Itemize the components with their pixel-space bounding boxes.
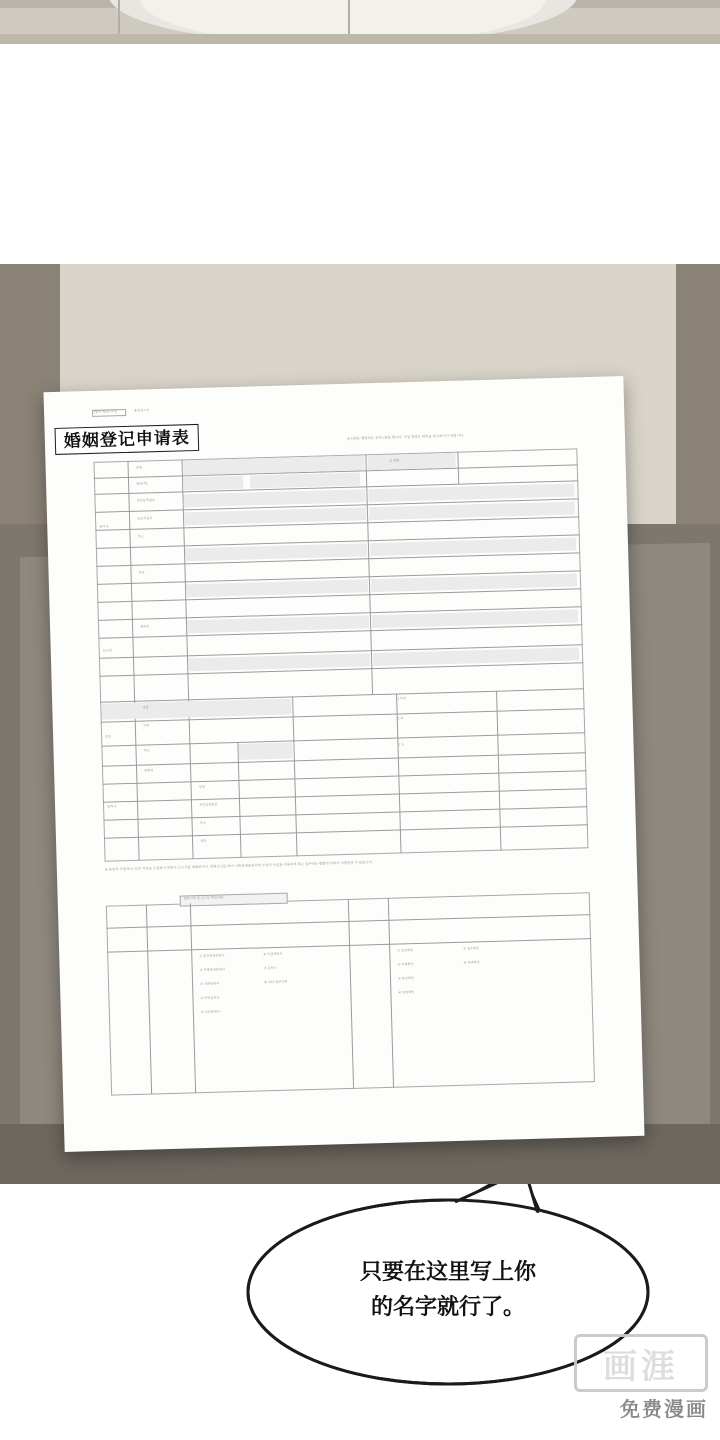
dialogue-line-1: 只要在这里写上你 [359, 1259, 536, 1284]
att-item-11: ③ 증인확인 [397, 976, 415, 981]
row-label-1-1: 자격 [142, 723, 150, 728]
att-item-13: ⑤ 접수확인 [463, 946, 480, 951]
wall-right [676, 264, 720, 564]
att-item-2: ② 가족관계증명서 [199, 967, 226, 973]
row-label-0-5: 부모 [138, 570, 145, 575]
row-label-2-2: 주소 [199, 820, 206, 826]
att-item-3: ③ 기본증명서 [200, 981, 220, 987]
row-label-2-1: 주민등록번호 [199, 802, 218, 808]
cell-shade-2 [367, 453, 455, 470]
row-label-0-6: 양부모 [140, 624, 150, 629]
marriage-registration-form[interactable] [44, 376, 645, 1152]
watermark-caption: 免费漫画 [620, 1399, 708, 1421]
att-item-6: ⑥ 인감증명서 [263, 951, 283, 957]
dialogue-text [288, 1254, 608, 1324]
panel-top-sliver [0, 0, 720, 44]
cell-shade-3 [183, 476, 243, 491]
cell-shade-18 [238, 742, 292, 760]
row-label-0-4: 주소 [137, 534, 144, 539]
row-label-1-0: 성명 [142, 705, 149, 710]
att-item-14: ⑥ 처리확인 [463, 960, 480, 965]
form-footer-notice: ※ 타인의 서명 또는 인장·지장을 도용하여 허위의 신고서를 제출하거나, 허위신고를 하여 가족관계등록부에 부실의 사실을 기록하게 하는 경우에는 형법에 의하여 처벌받을 수 있습니다. [104, 860, 373, 872]
form-header-note: ※ [ ]에는 해당되는 곳에 √표를 합니다. 작성 방법은 뒤쪽을 참고하시기 바랍니다. [346, 433, 465, 441]
att-item-4: ④ 주민등록표 [200, 995, 220, 1001]
row-label-0-0: 성명 [135, 465, 142, 470]
form-body: [별지 제1호서식] 혼인신고서 ※ [ ]에는 해당되는 곳에 √표를 합니다. 작성 방법은 뒤쪽을 참고하시기 바랍니다. 당사자 신고인 증인 동의자 성명 본(한자) 주민등록번호 등록기준지 주소 부모 양부모 성명 자격 주소 연락처 성명 주민등록번호 주소 성명 [ ] 남편 [ ] 아내 [ ] 부 [ ] 모 ※ 타인의 서명 또는 인장·지장을 도용하여 허위의 신고서를 제출하거나, 허위신고를 하여 가족관계등록부에 부실의 사실을 기록하게 하는 경우에는 형법에 의하여 처벌받을 수 있습니다. 첨부서류 및 신고인 확인사항 ① 혼인관계증명서 ② 가족관계증명서 ③ 기본증명서 ④ 주민등록표 ⑤ 신분증명서 ⑥ 인감증명서 ⑦ 동의서 ⑧ 기타 첨부서류 ① 신분확인 ② 서명확인 ③ 증인확인 ④ 동의확인 ⑤ 접수확인 ⑥ 처리확인 [88, 392, 600, 1115]
checkbox-label-2[interactable]: [ ] 부 [396, 716, 404, 721]
panel-dialogue [0, 1184, 720, 1440]
att-item-8: ⑧ 기타 첨부서류 [264, 979, 288, 985]
section-label-3: 동의자 [107, 804, 117, 809]
section-label-2: 증인 [105, 734, 112, 739]
row-label-2-0: 성명 [198, 784, 205, 790]
att-item-7: ⑦ 동의서 [263, 965, 277, 971]
panel-desk-scene [0, 264, 720, 1184]
form-subcode: 혼인신고서 [133, 408, 150, 413]
panel-gutter [0, 44, 720, 264]
section-label-1: 신고인 [102, 648, 113, 653]
checkbox-label-3[interactable]: [ ] 모 [397, 742, 405, 747]
row-label-1-2: 주소 [143, 748, 150, 753]
row-label-3-0: 성명 [200, 838, 207, 844]
row-label-1-3: 연락처 [144, 768, 154, 773]
att-item-5: ⑤ 신분증명서 [200, 1009, 221, 1015]
row-label-0-3: 등록기준지 [137, 516, 153, 521]
att-item-10: ② 서명확인 [397, 962, 414, 967]
section-label-0: 당사자 [99, 524, 109, 529]
checkbox-label-0[interactable]: [ ] 남편 [389, 458, 400, 463]
checkbox-label-1[interactable]: [ ] 아내 [396, 696, 406, 701]
watermark-logo: 画涯 [574, 1334, 708, 1392]
row-label-0-1: 본(한자) [136, 481, 148, 486]
row-label-0-2: 주민등록번호 [136, 498, 156, 503]
panel-base-shadow [0, 34, 720, 44]
att-item-9: ① 신분확인 [397, 948, 414, 953]
att-item-1: ① 혼인관계증명서 [199, 953, 225, 959]
dialogue-line-2: 的名字就行了。 [370, 1294, 525, 1320]
att-item-12: ④ 동의확인 [398, 990, 415, 995]
form-title: 婚姻登记申请表 [55, 424, 200, 455]
